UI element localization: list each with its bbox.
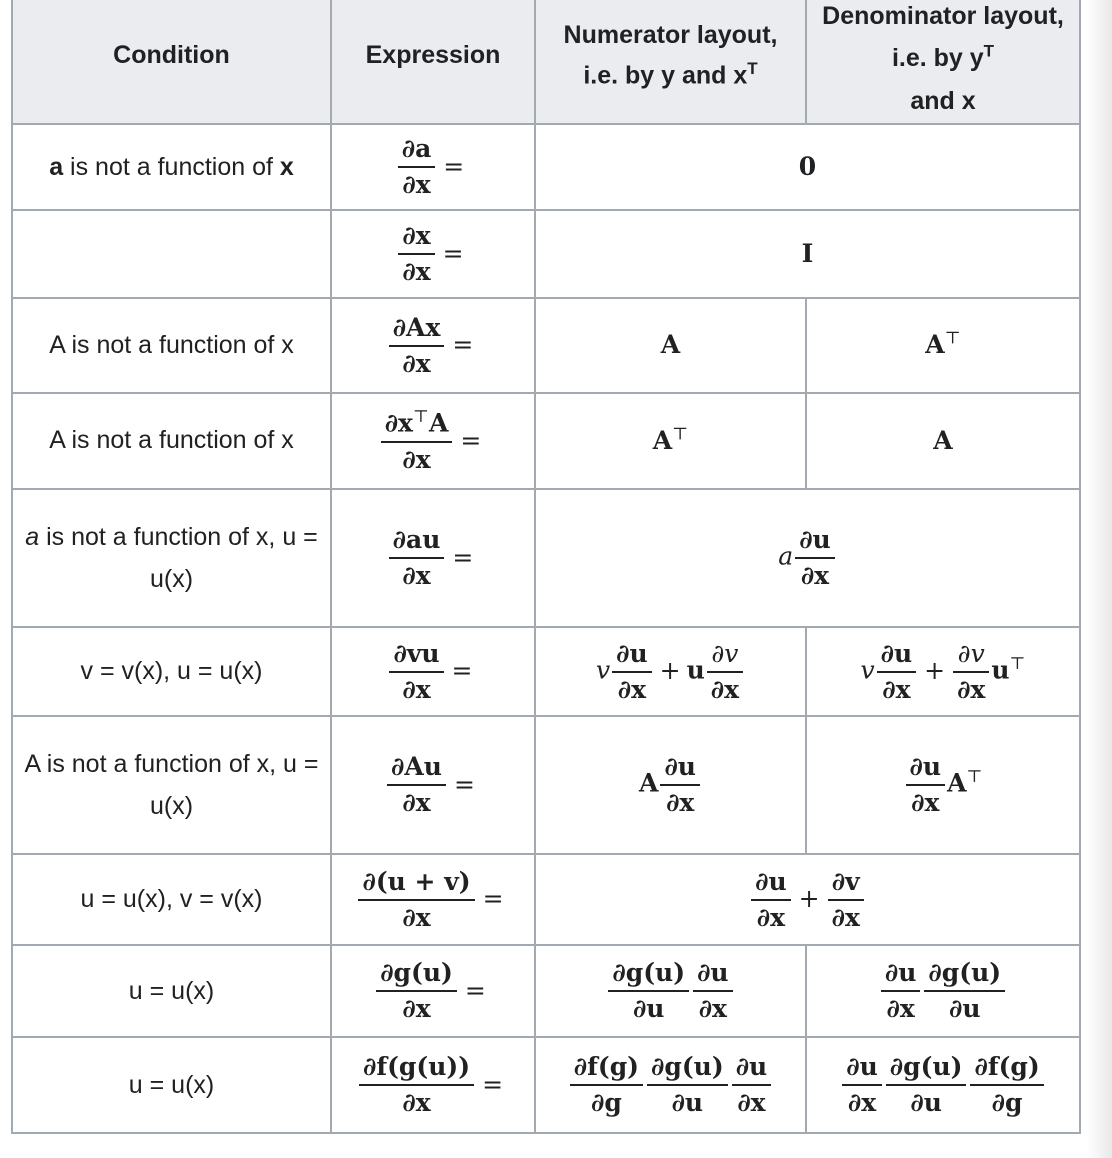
fraction-denominator: ∂x <box>402 170 431 199</box>
fraction-denominator: ∂x <box>847 1088 877 1117</box>
header-expression: Expression <box>331 0 535 124</box>
condition-cell: u = u(x) <box>12 945 331 1037</box>
fraction-denominator: ∂g <box>590 1088 622 1117</box>
numerator-layout-cell <box>535 716 806 854</box>
result-fraction <box>647 1052 728 1118</box>
expression-cell <box>331 124 535 210</box>
fraction-denominator: ∂u <box>948 994 981 1023</box>
result-cell-merged <box>535 210 1080 298</box>
fraction-numerator: ∂u <box>842 1052 882 1086</box>
fraction-denominator: ∂x <box>402 348 431 378</box>
result-value: 0 <box>798 151 817 181</box>
expression-cell <box>331 298 535 393</box>
fraction-numerator: ∂u <box>751 867 791 901</box>
result-fraction <box>570 1052 643 1118</box>
fraction-denominator: ∂x <box>710 674 740 704</box>
condition-cell <box>12 210 331 298</box>
expression-fraction <box>358 867 474 933</box>
result-fraction <box>828 867 864 933</box>
denominator-layout-cell <box>806 298 1080 393</box>
condition-bold-var: x <box>279 152 294 181</box>
fraction-denominator: ∂x <box>756 902 786 932</box>
fraction-denominator: ∂u <box>671 1088 704 1117</box>
expression-fraction <box>387 752 446 818</box>
fraction-numerator: ∂g(u) <box>886 1052 967 1086</box>
fraction-numerator: ∂v <box>828 867 864 901</box>
fraction-denominator: ∂x <box>402 561 431 590</box>
matrix-calculus-identities-table <box>11 0 1081 1134</box>
table-row <box>12 716 1080 854</box>
expression-fraction <box>398 134 436 200</box>
expression-fraction <box>389 639 443 705</box>
expression-cell <box>331 627 535 716</box>
denominator-layout-cell <box>806 1037 1080 1133</box>
result-cell-merged <box>535 124 1080 210</box>
page-edge-shadow <box>1086 0 1112 1158</box>
fraction-numerator: ∂g(u) <box>924 958 1005 992</box>
fraction-numerator: ∂u <box>906 752 946 786</box>
fraction-numerator: ∂u <box>732 1052 772 1086</box>
result-value: A <box>660 330 681 360</box>
header-denominator-tail: and x <box>910 86 976 115</box>
fraction-numerator: ∂u <box>693 958 733 992</box>
fraction-numerator: ∂u <box>881 958 921 992</box>
fraction-numerator: ∂u <box>795 525 835 559</box>
table-row <box>12 210 1080 298</box>
result-fraction <box>795 525 835 591</box>
expression-cell <box>331 489 535 627</box>
expression-fraction <box>381 407 453 474</box>
fraction-numerator: ∂f(g) <box>570 1052 643 1086</box>
result-fraction <box>953 639 989 705</box>
fraction-denominator: ∂x <box>666 788 695 817</box>
denominator-layout-cell <box>806 393 1080 489</box>
result-cell-merged <box>535 489 1080 627</box>
header-condition: Condition <box>12 0 331 124</box>
header-numerator-layout <box>535 0 806 124</box>
fraction-denominator: ∂x <box>402 902 431 932</box>
equals-sign: = <box>460 425 482 455</box>
fraction-numerator: ∂u <box>612 639 652 673</box>
result-fraction <box>842 1052 882 1118</box>
equals-sign: = <box>452 542 474 572</box>
vector-u: u <box>991 655 1010 684</box>
fraction-numerator: ∂au <box>389 525 445 559</box>
fraction-denominator: ∂g <box>991 1088 1023 1117</box>
fraction-denominator: ∂x <box>957 674 986 704</box>
fraction-numerator: ∂f(g(u)) <box>359 1052 474 1086</box>
plus-sign: + <box>798 884 820 914</box>
fraction-numerator: ∂(u + v) <box>358 867 474 901</box>
fraction-denominator: ∂x <box>402 257 431 286</box>
fraction-numerator: ∂vu <box>389 639 443 673</box>
expression-fraction <box>376 958 457 1024</box>
result-fraction <box>707 639 743 705</box>
fraction-denominator: ∂x <box>402 788 431 817</box>
table-row <box>12 298 1080 393</box>
scalar-v: v <box>860 655 875 684</box>
equals-sign: = <box>443 151 465 181</box>
result-fraction <box>886 1052 967 1118</box>
result-fraction <box>924 958 1005 1024</box>
condition-cell: A is not a function of x <box>12 393 331 489</box>
plus-sign: + <box>659 656 681 686</box>
condition-cell: v = v(x), u = u(x) <box>12 627 331 716</box>
transpose-sup: ⊤ <box>412 407 429 428</box>
numerator-layout-cell <box>535 1037 806 1133</box>
header-numerator-sup: T <box>747 59 758 79</box>
transpose-sup: ⊤ <box>672 424 689 445</box>
numerator-layout-cell <box>535 298 806 393</box>
condition-bold-var: a <box>49 152 64 181</box>
fraction-numerator: ∂u <box>660 752 700 786</box>
condition-cell: u = u(x) <box>12 1037 331 1133</box>
transpose-sup: ⊤ <box>944 328 961 349</box>
fraction-denominator: ∂x <box>698 994 727 1023</box>
condition-cell: A is not a function of x <box>12 298 331 393</box>
fraction-denominator: ∂x <box>402 444 431 474</box>
fraction-numerator: ∂g(u) <box>376 958 457 992</box>
fraction-numerator <box>381 407 453 442</box>
result-value: A <box>925 330 945 360</box>
fraction-denominator: ∂u <box>632 994 665 1023</box>
transpose-sup: ⊤ <box>966 767 983 788</box>
table-row <box>12 627 1080 716</box>
header-denominator-layout <box>806 0 1080 124</box>
expression-fraction <box>398 221 434 287</box>
condition-italic-var: a <box>25 522 40 551</box>
fraction-numerator: ∂v <box>707 639 743 673</box>
denominator-layout-cell <box>806 627 1080 716</box>
condition-cell <box>12 124 331 210</box>
table-row <box>12 945 1080 1037</box>
expression-cell <box>331 854 535 945</box>
fraction-denominator: ∂x <box>911 788 940 817</box>
expression-cell <box>331 945 535 1037</box>
fraction-numerator: ∂u <box>877 639 917 673</box>
header-denominator-sup: T <box>983 41 995 61</box>
transpose-sup: ⊤ <box>1009 653 1026 674</box>
header-row <box>12 0 1080 124</box>
equals-sign: = <box>442 238 464 268</box>
fraction-numerator: ∂f(g) <box>970 1052 1043 1086</box>
fraction-numerator: ∂g(u) <box>608 958 689 992</box>
equals-sign: = <box>452 330 474 360</box>
fraction-denominator: ∂x <box>402 1088 431 1117</box>
fraction-numerator: ∂x <box>398 221 434 255</box>
result-fraction <box>693 958 733 1024</box>
numerator-layout-cell <box>535 945 806 1037</box>
expression-fraction <box>389 525 445 591</box>
denominator-layout-cell <box>806 945 1080 1037</box>
fraction-denominator: ∂x <box>882 674 911 704</box>
numerator-part: A <box>428 408 449 438</box>
table-row <box>12 1037 1080 1133</box>
condition-cell <box>12 489 331 627</box>
header-denominator-text: Denominator layout, i.e. by y <box>822 1 1064 73</box>
numerator-part: ∂x <box>384 408 413 438</box>
equals-sign: = <box>482 1069 504 1099</box>
expression-cell <box>331 393 535 489</box>
result-value: A <box>933 425 953 455</box>
matrix-a: A <box>639 768 659 798</box>
expression-cell <box>331 716 535 854</box>
table-row <box>12 854 1080 945</box>
fraction-numerator: ∂g(u) <box>647 1052 728 1086</box>
matrix-a: A <box>947 768 967 798</box>
plus-sign: + <box>924 656 946 686</box>
equals-sign: = <box>453 769 475 799</box>
table-row <box>12 489 1080 627</box>
fraction-denominator: ∂x <box>402 994 431 1023</box>
fraction-numerator: ∂a <box>398 134 436 168</box>
fraction-numerator: ∂Ax <box>389 313 445 347</box>
result-fraction <box>751 867 791 933</box>
numerator-layout-cell <box>535 393 806 489</box>
scalar-prefix: a <box>778 541 794 571</box>
equals-sign: = <box>464 975 486 1005</box>
result-fraction <box>660 752 700 818</box>
result-value: A <box>652 425 673 455</box>
equals-sign: = <box>451 656 473 686</box>
numerator-layout-cell <box>535 627 806 716</box>
result-fraction <box>881 958 921 1024</box>
result-cell-merged <box>535 854 1080 945</box>
scalar-v: v <box>595 655 611 684</box>
result-fraction <box>612 639 652 705</box>
header-numerator-text: Numerator layout, i.e. by y and x <box>563 21 778 90</box>
result-fraction <box>970 1052 1043 1118</box>
condition-cell: A is not a function of x, u = u(x) <box>12 716 331 854</box>
fraction-denominator: ∂x <box>886 994 915 1023</box>
fraction-denominator: ∂x <box>831 902 860 932</box>
fraction-numerator: ∂Au <box>387 752 446 786</box>
condition-text: is not a function of <box>63 152 280 181</box>
fraction-denominator: ∂x <box>737 1088 766 1117</box>
expression-fraction <box>389 313 445 379</box>
expression-fraction <box>359 1052 474 1118</box>
table-row <box>12 393 1080 489</box>
condition-text: is not a function of x, u = u(x) <box>39 522 318 593</box>
fraction-denominator: ∂x <box>800 561 830 590</box>
result-fraction <box>906 752 946 818</box>
result-fraction <box>608 958 689 1024</box>
fraction-denominator: ∂x <box>402 674 431 704</box>
vector-u: u <box>686 655 705 684</box>
expression-cell <box>331 210 535 298</box>
condition-cell: u = u(x), v = v(x) <box>12 854 331 945</box>
result-value: I <box>801 238 814 268</box>
denominator-layout-cell <box>806 716 1080 854</box>
table-row <box>12 124 1080 210</box>
fraction-denominator: ∂x <box>617 674 646 704</box>
fraction-denominator: ∂u <box>910 1088 942 1117</box>
equals-sign: = <box>482 884 504 914</box>
result-fraction <box>877 639 917 705</box>
result-fraction <box>732 1052 772 1118</box>
expression-cell <box>331 1037 535 1133</box>
fraction-numerator: ∂v <box>953 639 989 673</box>
